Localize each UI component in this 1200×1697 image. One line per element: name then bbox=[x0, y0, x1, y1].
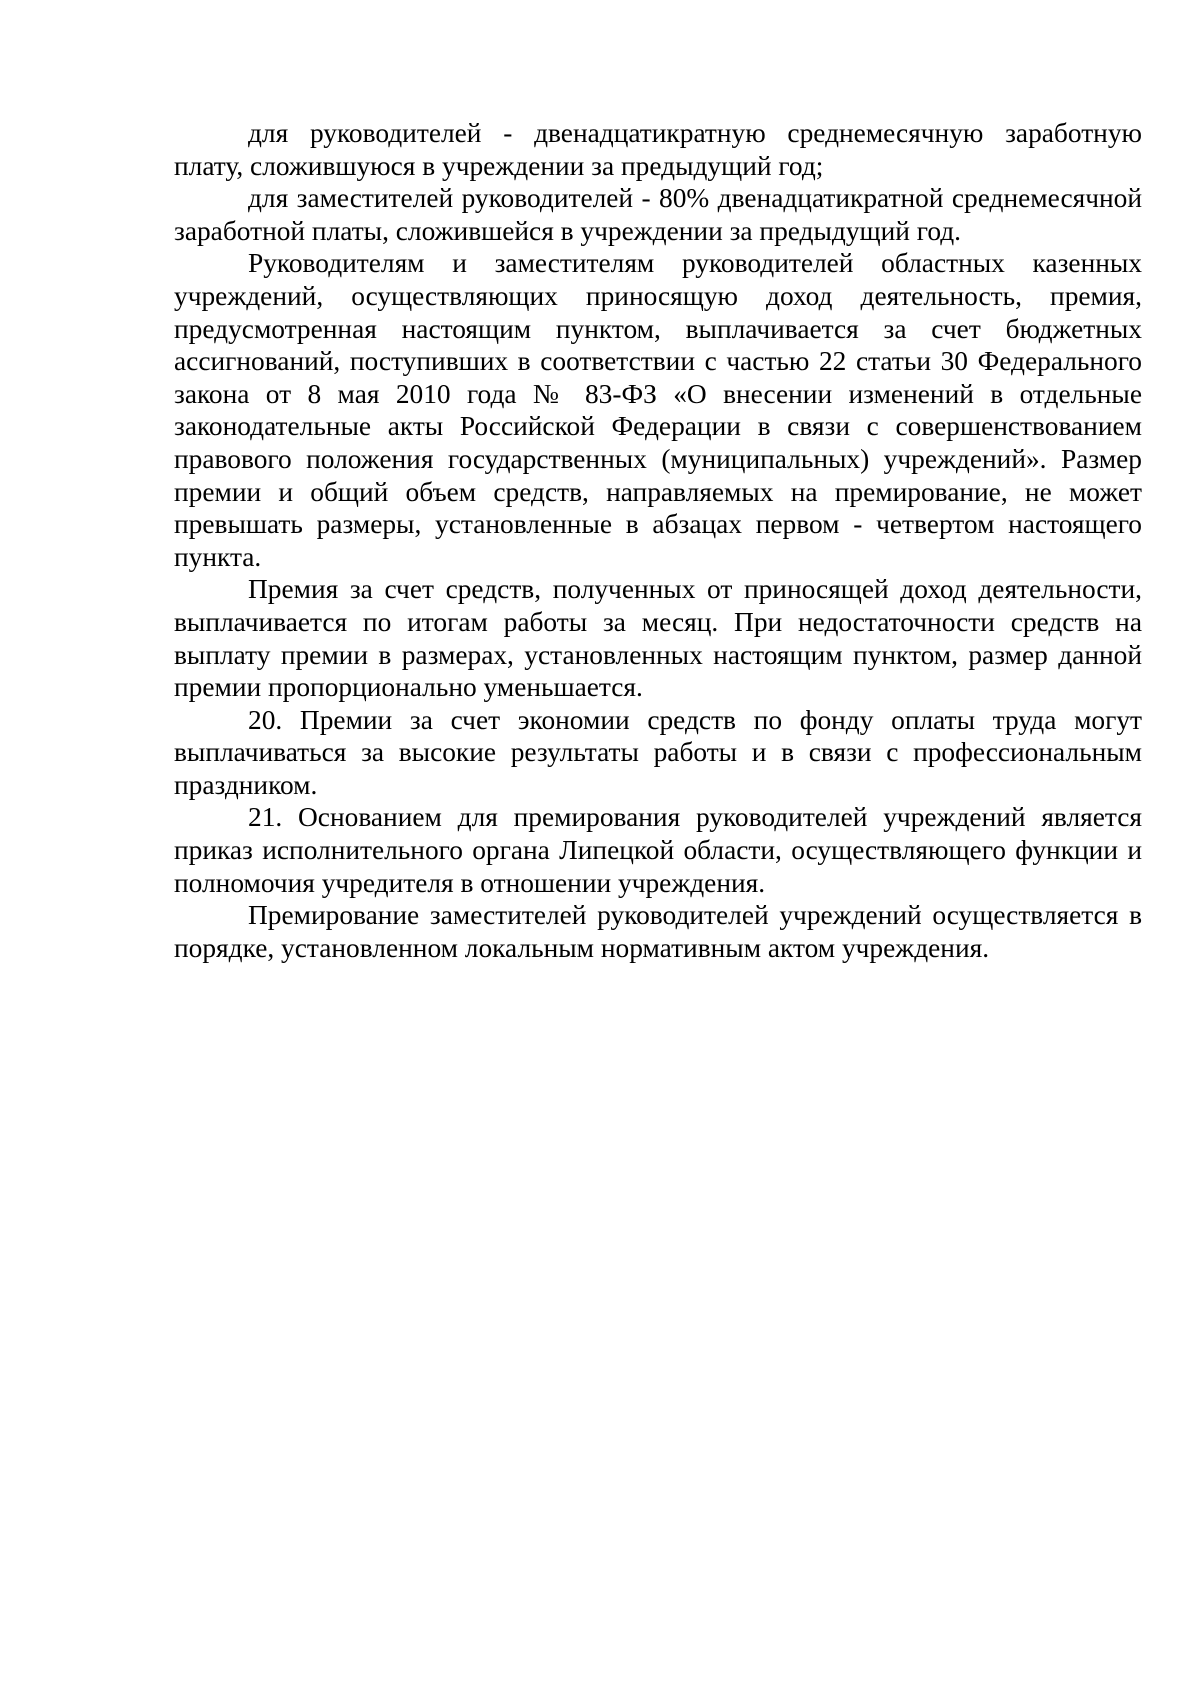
document-body bbox=[174, 117, 1142, 964]
paragraph-income-bonus: Премия за счет средств, полученных от приносящей доход деятельности, выплачивается по итогам работы за месяц. При недостаточности средств на выплату премии в размерах, установленных настоящим пунктом, размер данной премии пропорционально уменьшается. bbox=[174, 574, 1142, 703]
paragraph-item-20: 20. Премии за счет экономии средств по фонду оплаты труда могут выплачиваться за высокие результаты работы и в связи с профессиональным праздником. bbox=[174, 704, 1142, 800]
paragraph-bonus-deputies: для заместителей руководителей - 80% двенадцатикратной среднемесячной заработной платы, сложившейся в учреждении за предыдущий год. bbox=[174, 183, 1142, 246]
paragraph-bonus-heads: для руководителей - двенадцатикратную среднемесячную заработную плату, сложившуюся в учреждении за предыдущий год; bbox=[174, 118, 1142, 181]
paragraph-state-institutions: Руководителям и заместителям руководителей областных казенных учреждений, осуществляющих приносящую доход деятельность, премия, предусмотренная настоящим пунктом, выплачивается за счет бюджетных ассигнований, поступивших в соответствии с частью 22 статьи 30 Федерального закона от 8 мая 2010 года № 83-ФЗ «О внесении изменений в отдельные законодательные акты Российской Федерации в связи с совершенствованием правового положения государственных (муниципальных) учреждений». Размер премии и общий объем средств, направляемых на премирование, не может превышать размеры, установленные в абзацах первом - четвертом настоящего пункта. bbox=[174, 248, 1142, 572]
paragraph-item-21: 21. Основанием для премирования руководителей учреждений является приказ исполнительного органа Липецкой области, осуществляющего функции и полномочия учредителя в отношении учреждения. bbox=[174, 802, 1142, 898]
paragraph-deputies-procedure: Премирование заместителей руководителей учреждений осуществляется в порядке, установленном локальным нормативным актом учреждения. bbox=[174, 900, 1142, 963]
